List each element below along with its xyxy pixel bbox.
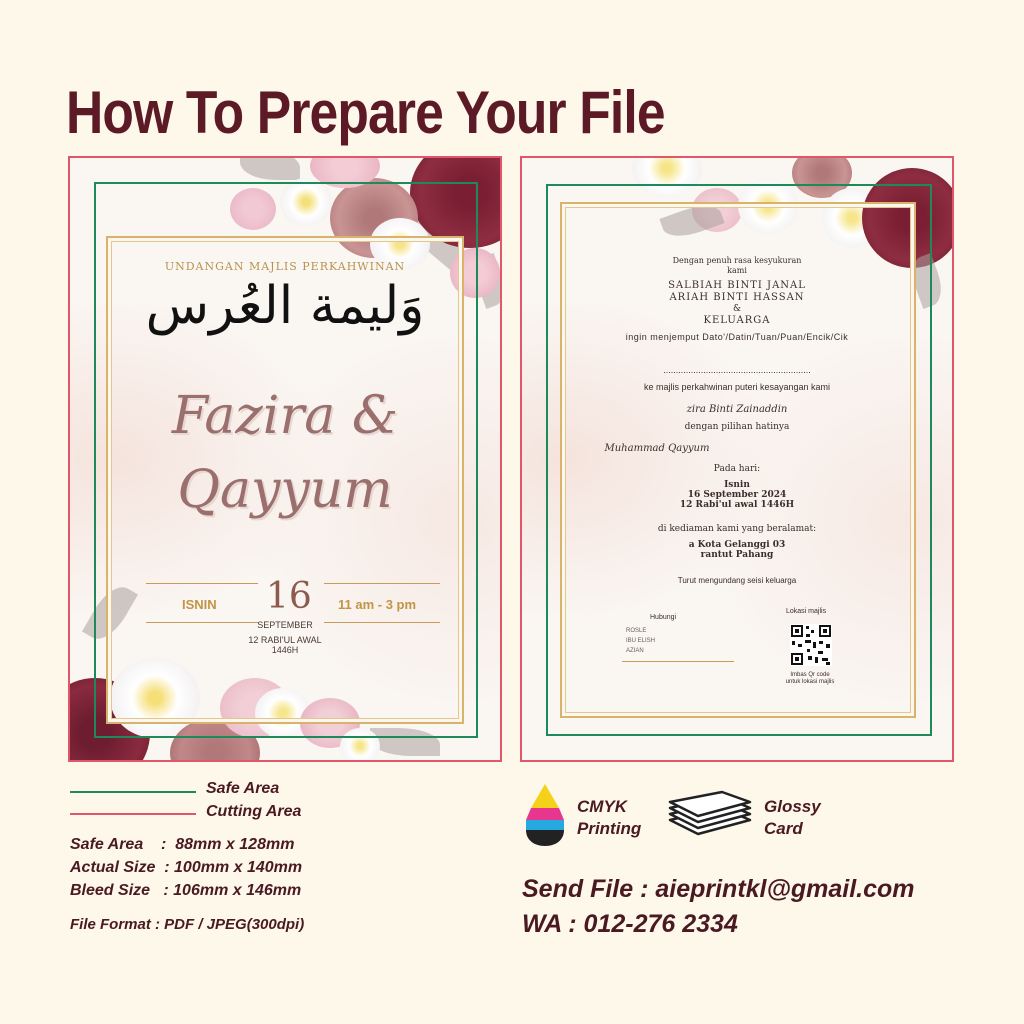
card-stack-icon [668, 790, 752, 840]
send-file-email[interactable]: Send File : aieprintkl@gmail.com [522, 875, 915, 903]
event-date: 16 [266, 576, 312, 617]
glossy-line2: Card [764, 819, 803, 838]
address-line2: rantut Pahang [700, 550, 774, 560]
family-line: KELUARGA [703, 315, 771, 326]
spec-bleed-size: Bleed Size : 106mm x 146mm [70, 882, 302, 899]
arabic-title: وَليمة العُرس [145, 276, 425, 336]
address-line1: a Kota Gelanggi 03 [688, 540, 786, 550]
safe-area-swatch [70, 791, 196, 793]
guest-name-dots: ........................................................... [663, 365, 811, 375]
cmyk-line1: CMYK [577, 797, 628, 816]
join-line: Turut mengundang seisi keluarga [677, 576, 797, 585]
ampersand: & [732, 304, 741, 314]
event-purpose: ke majlis perkahwinan puteri kesayangan kami [643, 382, 831, 392]
residence-label: di kediaman kami yang beralamat: [657, 524, 817, 534]
page-title: How To Prepare Your File [66, 79, 665, 146]
qr-note-line1: Imbas Qr code [790, 672, 830, 678]
event-time: 11 am - 3 pm [338, 597, 417, 612]
hijri-line2: 1446H [271, 645, 299, 655]
qr-code-icon[interactable] [790, 624, 832, 666]
invitation-heading: UNDANGAN MAJLIS PERKAHWINAN [164, 260, 406, 273]
glossy-line1: Glossy [764, 797, 821, 816]
glossy-label [764, 796, 821, 840]
parents-line1: SALBIAH BINTI JANAL [668, 280, 806, 291]
parents-line2: ARIAH BINTI HASSAN [669, 292, 805, 303]
couple-names-line2: Qayyum [177, 460, 393, 520]
divider-line [146, 583, 258, 584]
spec-safe-area: Safe Area : 88mm x 128mm [70, 836, 295, 853]
on-day-label: Pada hari: [713, 464, 761, 474]
safe-area-label: Safe Area [206, 780, 280, 797]
intro-line2: kami [727, 266, 747, 275]
event-day: ISNIN [182, 597, 217, 612]
event-hijri [70, 635, 500, 655]
spec-file-format: File Format : PDF / JPEG(300dpi) [70, 916, 305, 933]
back-hijri: 12 Rabi'ul awal 1446H [679, 500, 795, 510]
couple-names-line1: Fazira & [171, 386, 399, 446]
invite-line: ingin menjemput Dato'/Datin/Tuan/Puan/Encik/Cik [625, 332, 849, 342]
cmyk-label [577, 796, 641, 840]
event-month: SEPTEMBER [257, 620, 313, 630]
spec-actual-size: Actual Size : 100mm x 140mm [70, 859, 303, 876]
location-label: Lokasi majlis [786, 608, 827, 615]
back-date: 16 September 2024 [687, 490, 787, 500]
contact-2: IBU ELISH [626, 638, 656, 644]
bride-name: zira Binti Zainaddin [686, 404, 788, 415]
qr-note-line2: untuk lokasi majlis [785, 679, 835, 685]
cutting-area-swatch [70, 813, 196, 815]
contact-label: Hubungi [650, 614, 677, 621]
whatsapp-number[interactable]: WA : 012-276 2334 [522, 910, 738, 938]
contact-1: ROSLE [626, 628, 647, 634]
contact-3: AZIAN [626, 648, 644, 654]
cmyk-drop-icon [522, 782, 568, 848]
groom-name: Muhammad Qayyum [604, 443, 710, 454]
divider-line [324, 583, 440, 584]
qr-note [770, 672, 850, 686]
contact-divider [622, 661, 734, 662]
invitation-front [68, 156, 502, 762]
cutting-area-label: Cutting Area [206, 803, 302, 820]
back-day: Isnin [724, 480, 750, 490]
chosen-line: dengan pilihan hatinya [684, 422, 790, 432]
hijri-line1: 12 RABI'UL AWAL [248, 635, 322, 645]
cmyk-line2: Printing [577, 819, 642, 838]
intro-line1: Dengan penuh rasa kesyukuran [672, 256, 802, 265]
invitation-back [520, 156, 954, 762]
